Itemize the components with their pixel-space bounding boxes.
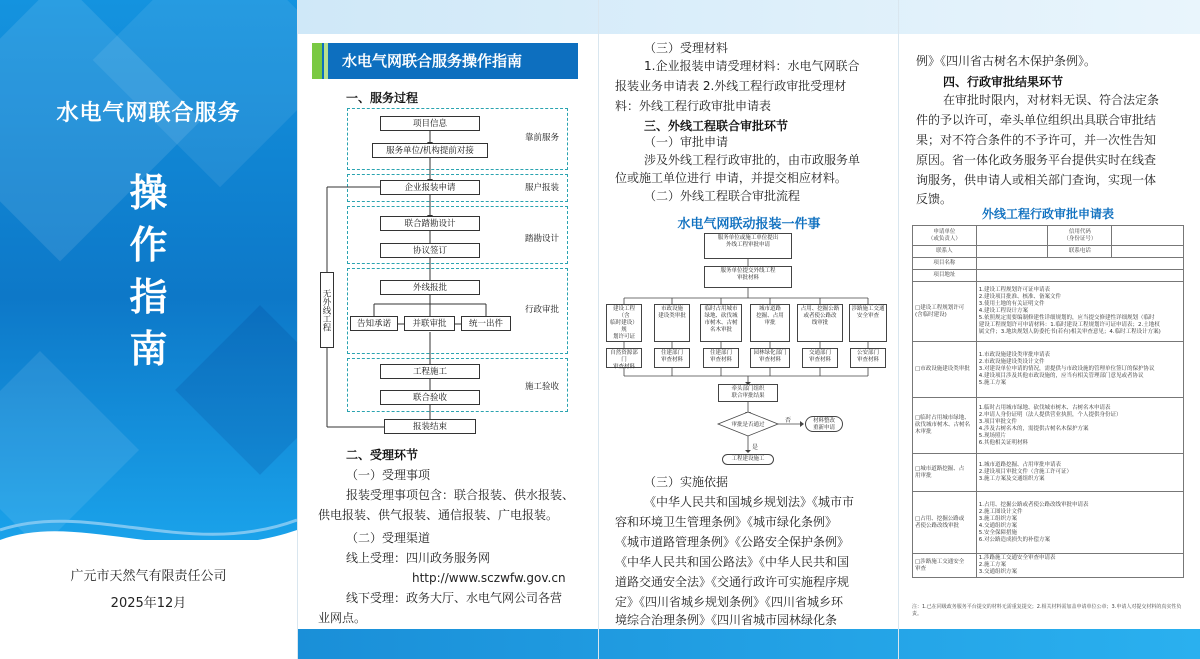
approval-end: 工程建设施工 bbox=[722, 454, 774, 465]
body-text: 询服务，供申请人或相关部门查询，实现一体 bbox=[916, 173, 1157, 187]
flow-step-end: 报装结束 bbox=[384, 419, 476, 434]
form-category-checkbox[interactable]: □市政设施建设类审批 bbox=[913, 342, 977, 398]
form-material-list: 1.建设工程规划许可证申请表 2.建设项目批准、核准、备案文件 3.使用土地的有关证明文件 4.建设工程设计方案 5.依照规定需要编制修建性详细规划的，应当提交修建性详细规划（临时 建设工程规划许可申请材料：1.临时建设工程规划许可证申请表；2.土地权 属文件；3.地块规划人防委托书(若有)相关审查意见；4.临时工程设计方案) bbox=[976, 282, 1183, 342]
approval-item: 建设工程（含 临时建设）规 划许可证 bbox=[606, 304, 642, 342]
body-text: 线下受理：政务大厅、水电气网公司各营 bbox=[346, 591, 563, 605]
department-review: 住建部门 审查材料 bbox=[654, 348, 690, 368]
body-text: 在审批时限内，对材料无误、符合法定条 bbox=[943, 93, 1160, 107]
subsection-title: （一）审批申请 bbox=[644, 135, 729, 149]
approval-item: 临时占用城市 绿地、砍伐城 市树木、古树 名木审批 bbox=[700, 304, 742, 342]
fold-line bbox=[598, 0, 599, 659]
cover-panel bbox=[0, 0, 297, 659]
fold-line bbox=[297, 0, 298, 659]
subsection-title: （二）受理渠道 bbox=[346, 531, 431, 545]
law-reference: 例》《四川省古树名木保护条例》。 bbox=[916, 54, 1097, 68]
guide-header: 水电气网联合服务操作指南 bbox=[312, 43, 578, 79]
header-accent-bar bbox=[312, 43, 322, 79]
body-text: 反馈。 bbox=[916, 192, 953, 206]
flow-stage-label: 踏勘设计 bbox=[525, 234, 560, 244]
body-text: 业网点。 bbox=[318, 611, 367, 625]
body-text: 线上受理：四川政务服务网 bbox=[346, 551, 491, 565]
flow-step: 统一出件 bbox=[461, 316, 511, 331]
body-text: 原因。省一体化政务服务平台提供实时在线查 bbox=[916, 153, 1157, 167]
department-review: 住建部门 审查材料 bbox=[703, 348, 739, 368]
section-result: 四、行政审批结果环节 bbox=[943, 75, 1064, 89]
form-field[interactable] bbox=[976, 258, 1183, 270]
header-accent-bar bbox=[324, 43, 328, 79]
form-field[interactable] bbox=[1112, 246, 1184, 258]
form-material-list: 1.临时占用城市绿地、砍伐城市树木、古树名木申请表 2.申请人身份证明（法人提供营业执照，个人提供身份证） 3.项目审批文件 4.涉及古树名木的，需提供古树名木保护方案 5.现场照片 6.其他相关证明材料 bbox=[976, 398, 1183, 454]
subsection-title: （一）受理事项 bbox=[346, 468, 431, 482]
body-text: 料：外线工程行政审批申请表 bbox=[615, 99, 772, 113]
approval-chart-title: 水电气网联动报装一件事 bbox=[677, 217, 821, 232]
law-reference: 境综合治理条例》《四川省城市园林绿化条 bbox=[615, 613, 838, 627]
website-url[interactable]: http://www.sczwfw.gov.cn bbox=[412, 571, 566, 585]
law-reference: 道路交通安全法》《交通行政许可实施程序规 bbox=[615, 575, 850, 589]
form-category-checkbox[interactable]: □涉路施工交通安全 审查 bbox=[913, 554, 977, 578]
section-service-process: 一、服务过程 bbox=[346, 91, 419, 105]
application-form-table bbox=[912, 225, 1184, 578]
flow-step: 联合踏勘设计 bbox=[380, 216, 480, 231]
flow-step: 企业报装申请 bbox=[380, 180, 480, 195]
body-text: 供电报装、供气报装、通信报装、广电报装。 bbox=[318, 508, 559, 522]
issue-date: 2025年12月 bbox=[110, 596, 187, 611]
decision-no-label: 否 bbox=[785, 417, 792, 424]
section-joint-approval: 三、外线工程联合审批环节 bbox=[644, 119, 789, 133]
cover-char-2: 作 bbox=[129, 223, 168, 267]
form-material-list: 1.涉路施工交通安全审查申请表 2.施工方案 3.交通组织方案 bbox=[976, 554, 1183, 578]
decision-label: 审批是否通过 bbox=[731, 422, 765, 428]
approval-merge: 牵头部门组织 联合审批结果 bbox=[718, 384, 778, 402]
flow-bypass-label: 无外线工程 bbox=[320, 272, 334, 348]
department-review: 园林绿化部门 审查材料 bbox=[750, 348, 790, 368]
subsection-title: （三）实施依据 bbox=[644, 475, 729, 489]
flow-stage-label: 施工验收 bbox=[525, 382, 560, 392]
approval-item: 城市道路 挖掘、占用 审批 bbox=[750, 304, 790, 342]
cover-char-4: 南 bbox=[129, 327, 168, 371]
law-reference: 容和环境卫生管理条例》《城市绿化条例》 bbox=[615, 515, 838, 529]
flow-stage-label: 行政审批 bbox=[525, 305, 560, 315]
flow-step: 服务单位/机构提前对接 bbox=[372, 143, 488, 158]
form-label: 申请单位 （或负责人） bbox=[913, 226, 977, 246]
form-material-list: 1.占用、挖掘公路或者使公路改线审批申请表 2.施工图设计文件 3.施工组织方案 4.交通组织方案 5.安全保障措施 6.对公路造成损失的补偿方案 bbox=[976, 492, 1183, 554]
body-text: 报装受理事项包含：联合报装、供水报装、 bbox=[346, 488, 575, 502]
approval-step: 服务单位提交外线工程 审批材料 bbox=[704, 266, 792, 288]
form-field[interactable] bbox=[976, 270, 1183, 282]
law-reference: 《中华人民共和国公路法》《中华人民共和国 bbox=[615, 555, 850, 569]
flow-step: 项目信息 bbox=[380, 116, 480, 131]
form-label: 信用代码 （身份证号） bbox=[1048, 226, 1112, 246]
body-text: 报装业务申请表 2.外线工程行政审批受理材 bbox=[615, 79, 847, 93]
approval-item: 涉路施工交通 安全审查 bbox=[849, 304, 887, 342]
form-material-list: 1.市政设施建设类审批申请表 2.市政设施建设类设计文件 3.对建设单位申请的情况，需提供与市政设施的管理单位签订的保护协议 4.建设项目涉及其他市政设施的，应当有相关管理部门意见或者协议 5.施工方案 bbox=[976, 342, 1183, 398]
top-band bbox=[297, 0, 1200, 34]
decision-yes-label: 是 bbox=[752, 444, 759, 451]
form-label: 项目名称 bbox=[913, 258, 977, 270]
law-reference: 《中华人民共和国城乡规划法》《城市市 bbox=[644, 495, 855, 509]
flow-stage-label: 靠前服务 bbox=[525, 133, 560, 143]
form-label: 联系人 bbox=[913, 246, 977, 258]
law-reference: 定》《四川省城乡规划条例》《四川省城乡环 bbox=[615, 595, 844, 609]
flow-stage-label: 服户报装 bbox=[525, 183, 560, 193]
body-text: 果；对不符合条件的不予许可，并一次性告知 bbox=[916, 133, 1157, 147]
form-note: 注：1.已在同级政务服务平台提交的材料无需重复提交；2.相关材料需加盖申请单位公章；3.申请人对提交材料的真实性负责。 bbox=[912, 604, 1182, 617]
form-material-list: 1.城市道路挖掘、占用审批申请表 2.建设项目审批文件（含施工许可证） 3.施工方案及交通组织方案 bbox=[976, 454, 1183, 492]
law-reference: 《城市道路管理条例》《公路安全保护条例》 bbox=[615, 535, 850, 549]
rejection-step: 材料整改 重新申请 bbox=[805, 416, 843, 432]
subsection-title: （二）外线工程联合审批流程 bbox=[644, 189, 801, 203]
bottom-band bbox=[297, 629, 1200, 659]
department-review: 自然资源部门 审查材料 bbox=[606, 348, 642, 368]
body-text: 1.企业报装申请受理材料：水电气网联合 bbox=[644, 59, 860, 73]
flow-step: 外线报批 bbox=[380, 280, 480, 295]
body-text: 件的予以许可，牵头单位组织出具联合审批结 bbox=[916, 113, 1157, 127]
form-label: 项目地址 bbox=[913, 270, 977, 282]
form-field[interactable] bbox=[1112, 226, 1184, 246]
cover-char-3: 指 bbox=[129, 275, 168, 319]
cover-char-1: 操 bbox=[129, 171, 168, 215]
section-acceptance: 二、受理环节 bbox=[346, 448, 419, 462]
approval-item: 市政设施 建设类审批 bbox=[654, 304, 690, 342]
flow-step: 协议签订 bbox=[380, 243, 480, 258]
body-text: 位或施工单位进行 申请，并提交相应材料。 bbox=[615, 171, 847, 185]
form-field[interactable] bbox=[976, 246, 1048, 258]
form-category-checkbox[interactable]: □占用、挖掘公路或 者使公路改线审批 bbox=[913, 492, 977, 554]
cover-title: 水电气网联合服务 bbox=[56, 101, 241, 126]
form-category-checkbox[interactable]: □临时占用城市绿地、 砍伐城市树木、古树名 木审批 bbox=[913, 398, 977, 454]
department-review: 交通部门 审查材料 bbox=[802, 348, 838, 368]
flow-step: 工程施工 bbox=[380, 364, 480, 379]
approval-item: 占用、挖掘公路 或者使公路改 线审批 bbox=[797, 304, 843, 342]
form-label: 联系电话 bbox=[1048, 246, 1112, 258]
flow-step: 告知承诺 bbox=[350, 316, 398, 331]
form-category-checkbox[interactable]: □建设工程规划许可 (含临时建设) bbox=[913, 282, 977, 342]
flow-step: 并联审批 bbox=[404, 316, 455, 331]
form-field[interactable] bbox=[976, 226, 1048, 246]
flow-step: 联合验收 bbox=[380, 390, 480, 405]
fold-line bbox=[898, 0, 899, 659]
application-form-title: 外线工程行政审批申请表 bbox=[981, 207, 1114, 221]
approval-step: 服务单位或施工单位提出 外线工程审批申请 bbox=[704, 233, 792, 259]
company-name: 广元市天然气有限责任公司 bbox=[70, 569, 227, 584]
subsection-title: （三）受理材料 bbox=[644, 41, 729, 55]
form-category-checkbox[interactable]: □城市道路挖掘、占 用审批 bbox=[913, 454, 977, 492]
body-text: 涉及外线工程行政审批的，由市政服务单 bbox=[644, 153, 861, 167]
department-review: 公安部门 审查材料 bbox=[850, 348, 886, 368]
